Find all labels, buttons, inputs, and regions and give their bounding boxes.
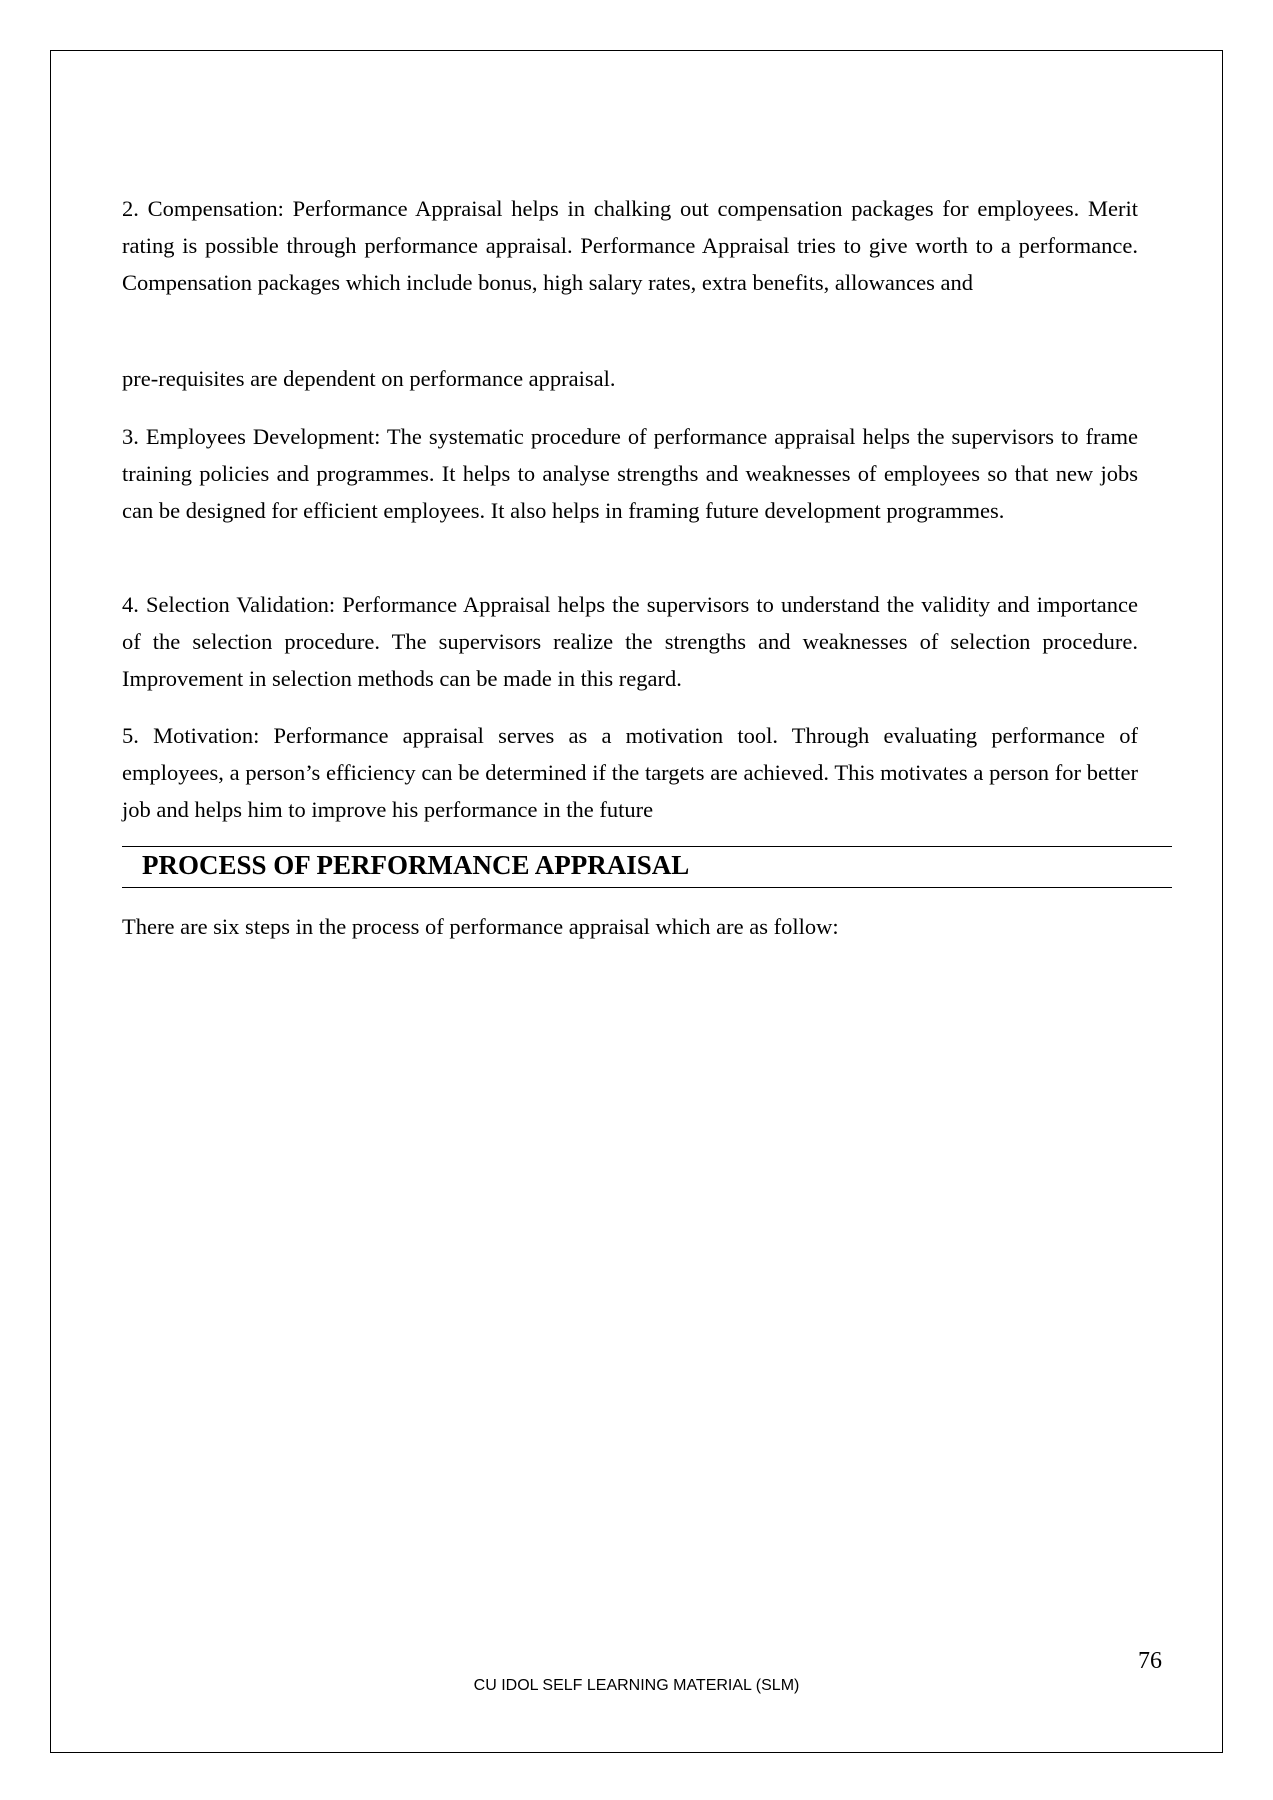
section-intro: There are six steps in the process of performance appraisal which are as follow: [122, 914, 839, 939]
paragraph-compensation: 2. Compensation: Performance Appraisal helps in chalking out compensation packages for employees. Merit rating is possible through performance appraisal. Performance Appraisal tries to give worth to a performance. Compensation packages which include bonus, high salary rates, extra benefits, allowances and [122, 196, 1138, 295]
paragraph-motivation: 5. Motivation: Performance appraisal serves as a motivation tool. Through evaluating performance of employees, a person’s efficiency can be determined if the targets are achieved. This motivates a person for better job and helps him to improve his performance in the future [122, 723, 1138, 822]
section-heading: PROCESS OF PERFORMANCE APPRAISAL [142, 850, 690, 880]
page-number: 76 [1138, 1648, 1162, 1674]
heading-bottom-rule [122, 887, 1172, 888]
page-border [50, 50, 1223, 1753]
paragraph-compensation-continued: pre-requisites are dependent on performance appraisal. [122, 366, 616, 391]
footer-label: CU IDOL SELF LEARNING MATERIAL (SLM) [473, 1677, 800, 1694]
paragraph-selection-validation: 4. Selection Validation: Performance Appraisal helps the supervisors to understand the validity and importance of the selection procedure. The supervisors realize the strengths and weaknesses of selection procedure. Improvement in selection methods can be made in this regard. [122, 592, 1138, 691]
paragraph-employees-development: 3. Employees Development: The systematic procedure of performance appraisal helps the supervisors to frame training policies and programmes. It helps to analyse strengths and weaknesses of employees so that new jobs can be designed for efficient employees. It also helps in framing future development programmes. [122, 424, 1138, 523]
